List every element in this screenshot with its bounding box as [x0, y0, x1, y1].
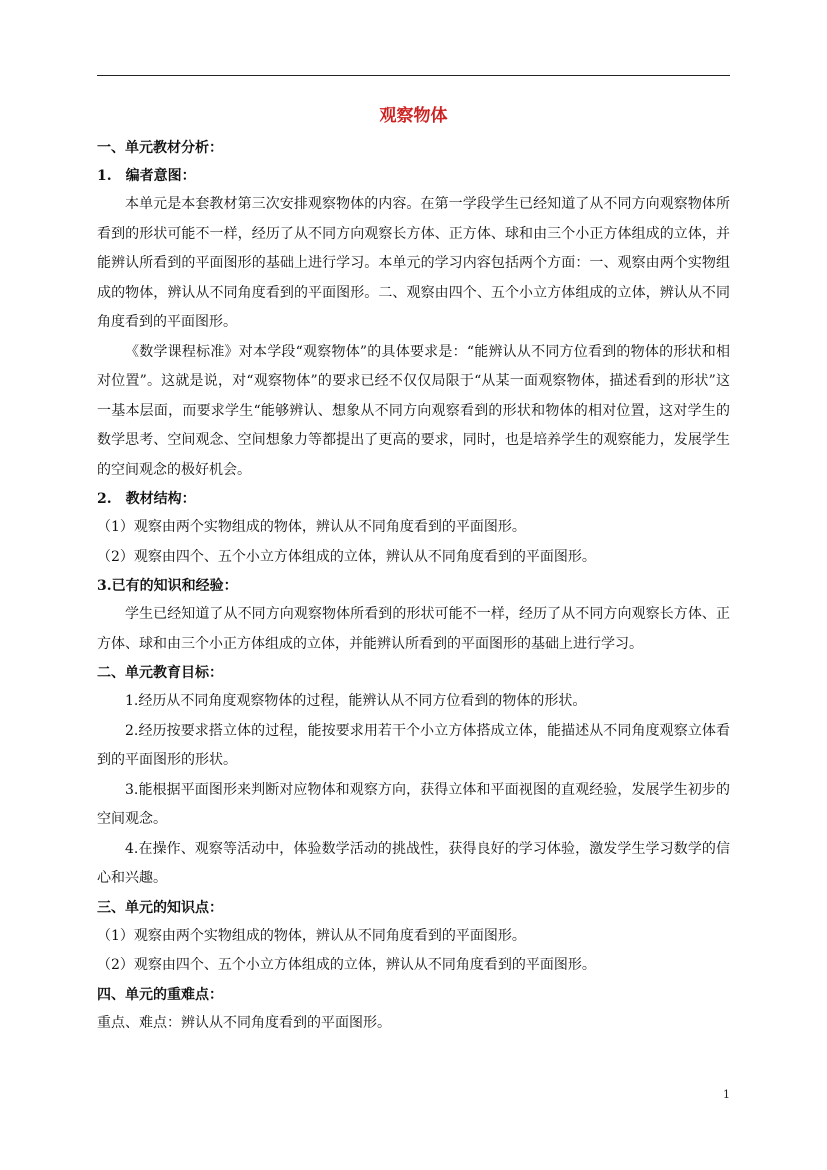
header-rule: [97, 75, 730, 76]
list-item: （2）观察由四个、五个小立方体组成的立体，辨认从不同角度看到的平面图形。: [97, 548, 596, 565]
list-item: （1）观察由两个实物组成的物体，辨认从不同角度看到的平面图形。: [97, 927, 526, 944]
list-item: 2.经历按要求搭立体的过程，能按要求用若干个小立方体搭成立体，能描述从不同角度观察立体看到的平面图形的形状。: [97, 722, 730, 768]
list-item: （1）观察由两个实物组成的物体，辨认从不同角度看到的平面图形。: [97, 519, 526, 535]
list-item: 4.在操作、观察等活动中，体验数学活动的挑战性，获得良好的学习体验，激发学生学习数学的信心和兴趣。: [97, 840, 730, 886]
section-heading-goals: 二、单元教育目标：: [97, 665, 223, 681]
document-title: 观察物体: [379, 106, 448, 126]
paragraph-intent-2: 《数学课程标准》对本学段“观察物体”的具体要求是：“能辨认从不同方位看到的物体的形状和相对位置”。这就是说，对“观察物体”的要求已经不仅仅局限于“从某一面观察物体，描述看到的形状”这一基本层面，而要求学生“能够辨认、想象从不同方向观察看到的形状和物体的相对位置，这对学生的数学思考、空间观念、空间想象力等都提出了更高的要求，同时，也是培养学生的观察能力，发展学生的空间观念的极好机会。: [97, 343, 730, 478]
subheading-intent: 1. 编者意图：: [97, 168, 196, 184]
subheading-prior-knowledge: 3.已有的知识和经验：: [97, 578, 238, 594]
subheading-structure: 2. 教材结构：: [97, 491, 196, 507]
section-heading-analysis: 一、单元教材分析：: [97, 140, 223, 156]
paragraph-intent-1: 本单元是本套教材第三次安排观察物体的内容。在第一学段学生已经知道了从不同方向观察物体所看到的形状可能不一样，经历了从不同方向观察长方体、正方体、球和由三个小正方体组成的立体，并能辨认所看到的平面图形的基础上进行学习。本单元的学习内容包括两个方面：一、观察由两个实物组成的物体，辨认从不同角度看到的平面图形。二、观察由四个、五个小立方体组成的立体，辨认从不同角度看到的平面图形。: [97, 196, 730, 330]
document-body: [97, 100, 730, 1038]
page-number: 1: [723, 1088, 730, 1101]
list-item: （2）观察由四个、五个小立方体组成的立体，辨认从不同角度看到的平面图形。: [97, 957, 596, 973]
list-item: 1.经历从不同角度观察物体的过程，能辨认从不同方位看到的物体的形状。: [125, 693, 587, 709]
key-points-text: 重点、难点：辨认从不同角度看到的平面图形。: [97, 1014, 391, 1031]
section-heading-knowledge-points: 三、单元的知识点：: [97, 899, 223, 916]
list-item: 3.能根据平面图形来判断对应物体和观察方向，获得立体和平面视图的直观经验，发展学生初步的空间观念。: [97, 781, 730, 827]
paragraph-prior-knowledge: 学生已经知道了从不同方向观察物体所看到的形状可能不一样，经历了从不同方向观察长方体、正方体、球和由三个小正方体组成的立体，并能辨认所看到的平面图形的基础上进行学习。: [97, 606, 730, 652]
section-heading-key-points: 四、单元的重难点：: [97, 986, 223, 1003]
